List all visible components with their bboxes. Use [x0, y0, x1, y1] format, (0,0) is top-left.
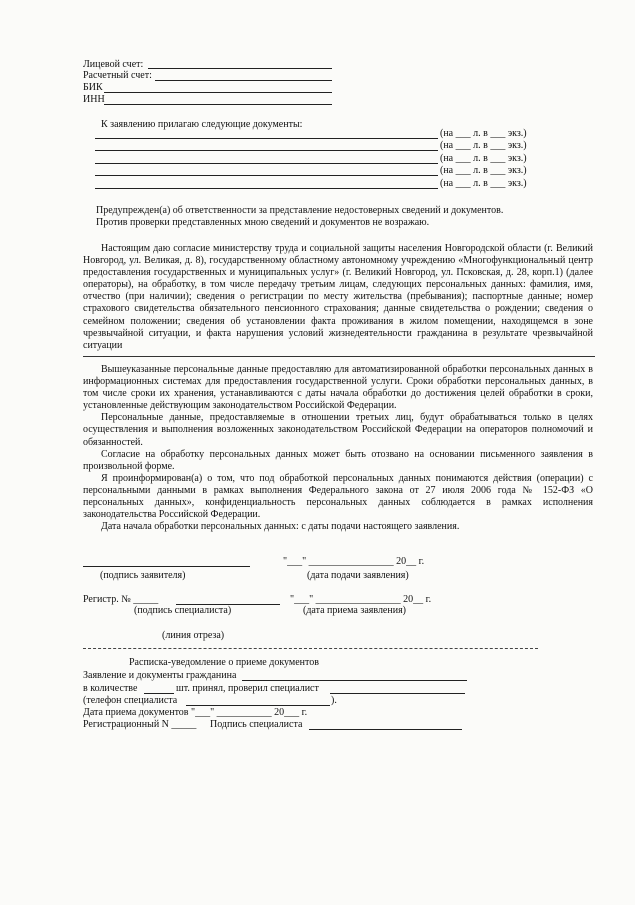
personal-account-field[interactable] [148, 68, 332, 69]
receipt-count-label: в количестве [83, 683, 138, 694]
cut-line [83, 648, 538, 649]
applicant-signature-field[interactable] [83, 566, 250, 567]
document-row-field[interactable] [95, 163, 438, 164]
receipt-specialist-signature-field[interactable] [309, 729, 462, 730]
applicant-name-field[interactable] [242, 680, 467, 681]
applicant-signature-caption: (подпись заявителя) [100, 570, 186, 581]
bik-label: БИК [83, 82, 103, 93]
submit-date-field[interactable]: "___" _________________ 20__ г. [283, 556, 425, 567]
inn-label: ИНН [83, 94, 105, 105]
receipt-date-caption: (дата приема заявления) [303, 605, 407, 616]
submit-date-caption: (дата подачи заявления) [307, 570, 409, 581]
specialist-name-field[interactable] [330, 693, 465, 694]
processing-paragraph-5: Дата начала обработки персональных данных: с даты подачи настоящего заявления. [101, 521, 460, 533]
document-row-suffix: (на ___ л. в ___ экз.) [440, 178, 527, 189]
document-row[interactable] [95, 153, 532, 165]
warning-line-2: Против проверки представленных мною сведений и документов не возражаю. [96, 217, 430, 228]
processing-paragraph-1: Вышеуказанные персональные данные предоставляю для автоматизированной обработки персональных данных в информационных системах для предоставления государственной услуги. Сроки обработки персональных данных, в том числе сроки их хранения, устанавливаются с даты начала обработки до достижения целей обработки в сроки, установленные действующим законодательством Российской Федерации. [83, 364, 593, 412]
document-row-field[interactable] [95, 138, 438, 139]
cut-line-label: (линия отреза) [162, 630, 225, 641]
document-row-suffix: (на ___ л. в ___ экз.) [440, 140, 527, 151]
receipt-title: Расписка-уведомление о приеме документов [129, 657, 319, 668]
document-row[interactable] [95, 128, 532, 140]
personal-account-label: Лицевой счет: [83, 59, 144, 70]
consent-paragraph [83, 243, 593, 352]
receipt-accepted-label: шт. принял, проверил специалист [176, 683, 319, 694]
document-row-field[interactable] [95, 150, 438, 151]
receipt-date-field[interactable]: "___" _________________ 20__ г. [290, 594, 432, 605]
processing-block [83, 364, 593, 533]
processing-paragraph-2: Персональные данные, предоставляемые в отношении третьих лиц, будут обрабатываться только в целях осуществления и выполнения возложенных законодательством Российской Федерации на операторов полномочий и обязанностей. [83, 412, 593, 448]
specialist-signature-caption: (подпись специалиста) [134, 605, 232, 616]
document-row-suffix: (на ___ л. в ___ экз.) [440, 128, 527, 139]
current-account-field[interactable] [155, 80, 332, 81]
current-account-label: Расчетный счет: [83, 70, 152, 81]
warning-line-1: Предупрежден(а) об ответственности за представление недостоверных сведений и документов. [96, 205, 504, 216]
specialist-phone-close: ). [331, 695, 337, 706]
document-row-suffix: (на ___ л. в ___ экз.) [440, 165, 527, 176]
specialist-phone-field[interactable] [186, 705, 330, 706]
specialist-phone-label: (телефон специалиста [83, 695, 178, 706]
document-row[interactable] [95, 165, 532, 177]
processing-paragraph-4: Я проинформирован(а) о том, что под обработкой персональных данных понимаются действия (операции) с персональными данными в рамках выполнения Федерального закона от 27 июля 2006 года № 152-ФЗ «О персональных данных», конфиденциальность персональных данных соблюдается в рамках исполнения законодательства Российской Федерации. [83, 472, 593, 521]
document-row-suffix: (на ___ л. в ___ экз.) [440, 153, 527, 164]
inn-field[interactable] [104, 104, 332, 105]
specialist-signature-label: Подпись специалиста [210, 719, 303, 730]
receipt-date-line[interactable]: Дата приема документов "___" ___________ 20___ г. [83, 707, 308, 718]
processing-paragraph-3: Согласие на обработку персональных данных может быть отозвано на основании письменного заявления в произвольной форме. [83, 448, 593, 472]
document-row[interactable] [95, 140, 532, 152]
document-row-field[interactable] [95, 175, 438, 176]
consent-text: Настоящим даю согласие министерству труда и социальной защиты населения Новгородской области (г. Великий Новгород, ул. Великая, д. 8), государственному областному автономному учреждению «Многофункциональный центр предоставления государственных и муниципальных услуг» (г. Великий Новгород, ул. Псковская, д. 28, корп.1) (далее операторы), на обработку, в том числе передачу третьим лицам, следующих персональных данных: фамилия, имя, отчество (при наличии); сведения о регистрации по месту жительства (пребывания); паспортные данные; номер страхового свидетельства обязательного пенсионного страхования; данные свидетельства о рождении; сведения о семейном положении; сведения об установлении факта проживания в жилом помещении, находящемся в зоне чрезвычайной ситуации, и факта нарушения условий жизнедеятельности гражданина в результате чрезвычайной ситуации [83, 243, 593, 351]
section-divider [83, 356, 595, 357]
documents-intro: К заявлению прилагаю следующие документы: [101, 119, 303, 130]
bik-field[interactable] [104, 92, 332, 93]
document-row[interactable] [95, 178, 532, 190]
receipt-line-1-label: Заявление и документы гражданина [83, 670, 237, 681]
document-count-field[interactable] [144, 693, 174, 694]
document-row-field[interactable] [95, 188, 438, 189]
registration-number-label[interactable]: Регистрационный N _____ [83, 719, 197, 730]
registration-number-field[interactable]: Регистр. № _____ [83, 594, 159, 605]
